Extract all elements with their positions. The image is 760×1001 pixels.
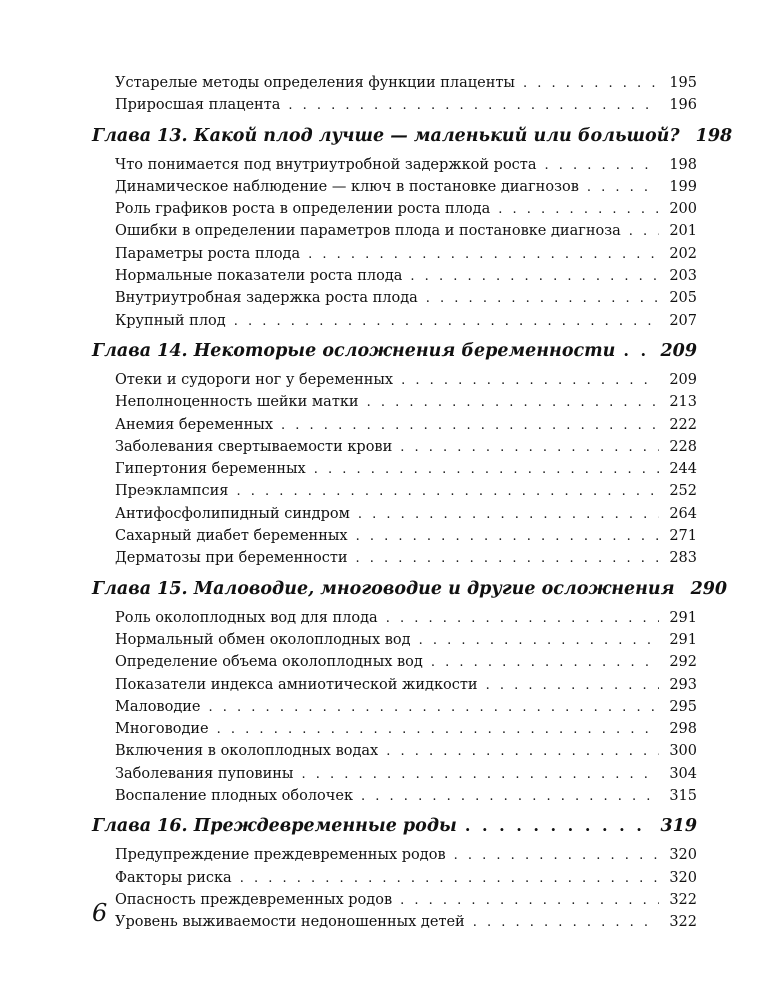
toc-entry-page: 298 [669,721,697,738]
dot-leader [426,288,659,310]
toc-entry-page: 201 [669,223,697,240]
toc-entry-page: 252 [669,483,697,500]
toc-entry-title: Маловодие [115,698,201,715]
chapter-heading-14 [92,339,697,363]
chapter-page: 198 [695,125,733,146]
toc-entry-title: Крупный плод [115,312,226,329]
toc-entry [92,287,697,309]
toc-entry [92,198,697,220]
toc-entry-page: 322 [669,914,697,931]
toc-entry [92,94,697,116]
dot-leader [240,868,659,890]
toc-entry-title: Роль околоплодных вод для плода [115,609,378,626]
dot-leader [473,912,659,934]
chapter-heading-15 [92,577,728,601]
toc-entry-title: Ошибки в определении параметров плода и постановке диагноза [115,223,621,240]
toc-entry-page: 200 [669,201,697,218]
toc-entry [92,696,697,718]
toc-entry-page: 264 [669,505,697,522]
dot-leader [544,155,659,177]
toc-entry-title: Анемия беременных [115,416,274,433]
toc-entry-title: Динамическое наблюдение — ключ в постановке диагнозов [115,178,579,195]
dot-leader [419,630,659,652]
dot-leader [629,221,659,243]
toc-entry-page: 202 [669,245,697,262]
toc-entry-title: Нормальный обмен околоплодных вод [115,631,411,648]
toc-entry [92,243,697,265]
dot-leader [498,199,659,221]
toc-entry-page: 271 [669,528,697,545]
toc-entry-page: 320 [669,847,697,864]
toc-entry-page: 207 [669,312,697,329]
dot-leader [356,548,659,570]
toc-entry [92,458,697,480]
toc-entry-title: Воспаление плодных оболочек [115,788,354,805]
chapter-title: Глава 14. Некоторые осложнения беременности [92,340,616,361]
toc-entry [92,525,697,547]
dot-leader [431,652,659,674]
dot-leader [217,719,659,741]
toc-entry-title: Факторы риска [115,869,232,886]
toc-entry-page: 291 [669,609,697,626]
dot-leader [234,311,659,333]
toc-entry [92,176,697,198]
toc-entry [92,436,697,458]
toc-entry [92,220,697,242]
toc-entry-title: Заболевания пуповины [115,765,294,782]
toc-entry-page: 228 [669,438,697,455]
chapter-title: Глава 15. Маловодие, многоводие и другие осложнения [92,578,675,599]
toc-entry [92,674,697,696]
toc-entry [92,844,697,866]
dot-leader [400,437,659,459]
toc-entry-page: 292 [669,654,697,671]
dot-leader [281,415,659,437]
toc-entry [92,391,697,413]
toc-entry [92,414,697,436]
toc-entry-page: 209 [669,371,697,388]
toc-entry-page: 195 [669,75,697,91]
toc-entry [92,154,697,176]
toc-entry-title: Внутриутробная задержка роста плода [115,290,418,307]
dot-leader [386,608,659,630]
toc-entry-page: 199 [669,178,697,195]
chapter-heading-16 [92,814,697,838]
dot-leader [486,675,659,697]
toc-entry [92,310,697,332]
toc-entry-title: Роль графиков роста в определении роста плода [115,201,491,218]
toc-entry-page: 295 [669,698,697,715]
dot-leader [410,266,659,288]
toc-entry-title: Показатели индекса амниотической жидкости [115,676,478,693]
toc-entry-title: Устарелые методы определения функции плаценты [115,75,515,91]
toc-entry [92,785,697,807]
toc-entry-title: Дерматозы при беременности [115,550,348,567]
toc-entry [92,718,697,740]
toc-entry [92,547,697,569]
toc-entry-page: 300 [669,743,697,760]
toc-entry [92,480,697,502]
toc-entry [92,503,697,525]
toc-entry-title: Уровень выживаемости недоношенных детей [115,914,465,931]
toc-entry-title: Отеки и судороги ног у беременных [115,371,394,388]
toc-entry-page: 315 [669,788,697,805]
page-number: 6 [92,899,108,927]
toc-entry [92,651,697,673]
dot-leader [454,845,659,867]
toc-entry [92,629,697,651]
dot-leader [314,459,659,481]
toc-entry-page: 203 [669,268,697,285]
toc-entry-title: Включения в околоплодных водах [115,743,379,760]
dot-leader [288,95,659,117]
toc-entry-title: Параметры роста плода [115,245,301,262]
toc-entry-title: Сахарный диабет беременных [115,528,348,545]
toc-entry [92,911,697,933]
dot-leader [623,339,652,363]
dot-leader [361,786,659,808]
dot-leader [400,890,659,912]
toc-entry-page: 291 [669,631,697,648]
chapter-title: Глава 16. Преждевременные роды [92,816,457,837]
toc-entry-page: 222 [669,416,697,433]
toc-entry [92,369,697,391]
toc-entry [92,265,697,287]
toc-entry-page: 322 [669,891,697,908]
toc-entry-title: Приросшая плацента [115,97,281,114]
toc-entry-title: Неполноценность шейки матки [115,394,359,411]
toc-entry-title: Многоводие [115,721,209,738]
toc-entry-title: Заболевания свертываемости крови [115,438,393,455]
toc-entry [92,72,697,94]
dot-leader [209,697,660,719]
toc-entry-title: Что понимается под внутриутробной задержкой роста [115,156,537,173]
chapter-heading-13 [92,124,733,148]
toc-entry-title: Определение объема околоплодных вод [115,654,423,671]
dot-leader [401,370,659,392]
dot-leader [236,481,659,503]
dot-leader [301,764,659,786]
toc-entry-page: 196 [669,97,697,114]
toc-entry-title: Гипертония беременных [115,461,306,478]
toc-entry [92,889,697,911]
toc-entry-page: 283 [669,550,697,567]
dot-leader [465,814,653,838]
toc-entry-title: Предупреждение преждевременных родов [115,847,446,864]
toc-entry-title: Опасность преждевременных родов [115,891,393,908]
table-of-contents [92,72,733,934]
dot-leader [356,526,659,548]
toc-entry-title: Нормальные показатели роста плода [115,268,403,285]
dot-leader [523,73,659,95]
toc-entry-page: 293 [669,676,697,693]
chapter-title: Глава 13. Какой плод лучше — маленький или большой? [92,125,680,146]
toc-entry-page: 304 [669,765,697,782]
toc-entry-title: Преэклампсия [115,483,229,500]
toc-entry [92,763,697,785]
dot-leader [386,741,659,763]
toc-entry-page: 320 [669,869,697,886]
chapter-page: 209 [660,340,697,361]
chapter-page: 290 [690,578,728,599]
toc-entry-title: Антифосфолипидный синдром [115,505,350,522]
toc-entry [92,607,697,629]
toc-entry-page: 244 [669,461,697,478]
toc-entry-page: 198 [669,156,697,173]
chapter-page: 319 [660,816,697,837]
toc-entry-page: 213 [669,394,697,411]
dot-leader [358,504,659,526]
toc-entry-page: 205 [669,290,697,307]
dot-leader [587,177,659,199]
toc-entry [92,740,697,762]
dot-leader [308,244,659,266]
dot-leader [367,392,659,414]
toc-entry [92,867,697,889]
